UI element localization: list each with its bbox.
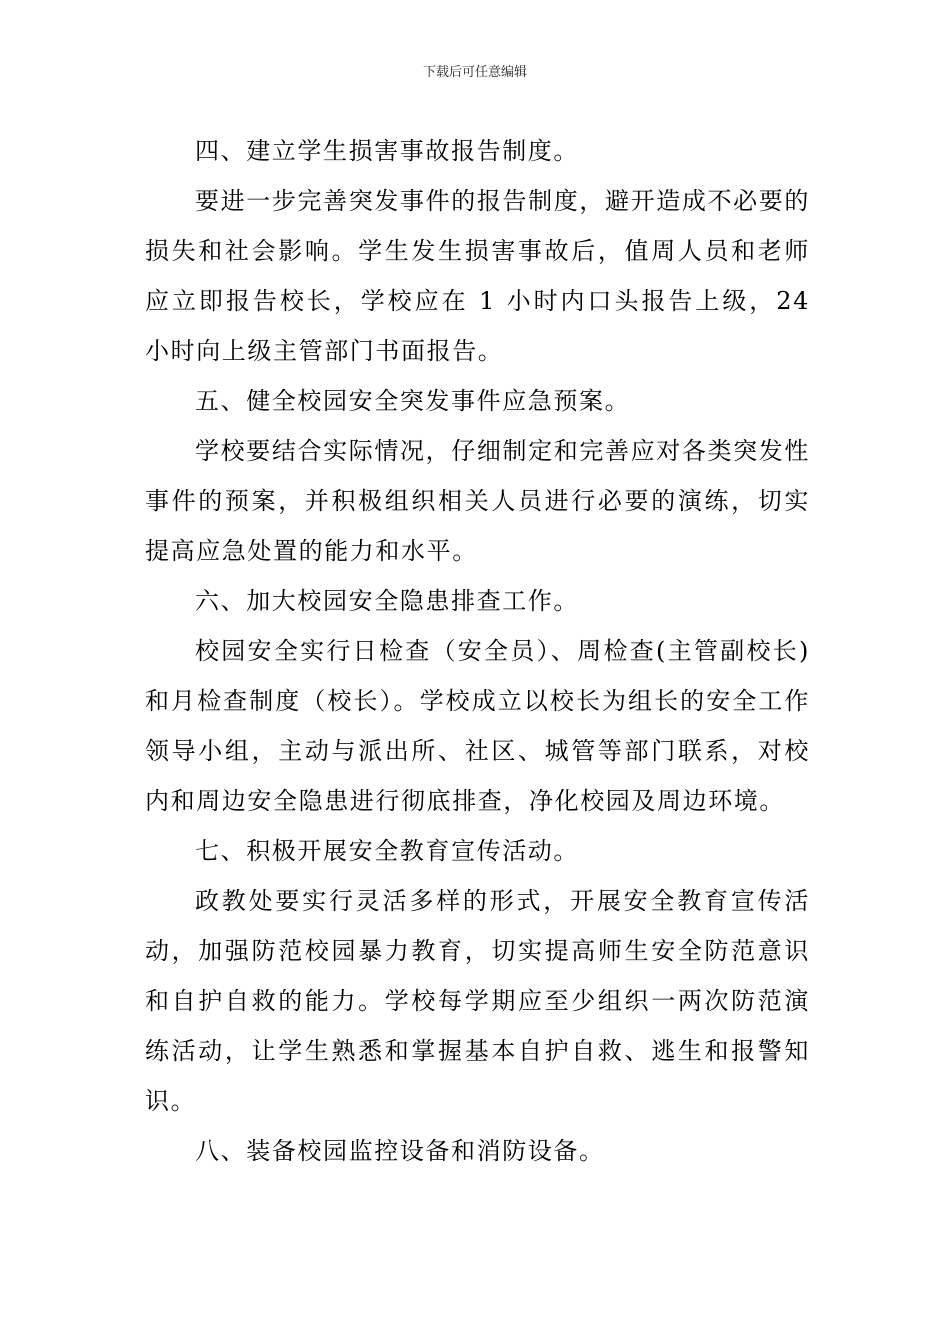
section-paragraph-7: 政教处要实行灵活多样的形式，开展安全教育宣传活动，加强防范校园暴力教育，切实提高师生安全防范意识和自护自救的能力。学校每学期应至少组织一两次防范演练活动，让学生熟悉和掌握基本自护自救、逃生和报警知识。 xyxy=(145,887,810,1115)
section-heading-7: 七、积极开展安全教育宣传活动。 xyxy=(195,837,579,865)
section-heading-4: 四、建立学生损害事故报告制度。 xyxy=(195,137,579,165)
document-body xyxy=(145,126,810,1176)
section-heading-5: 五、健全校园安全突发事件应急预案。 xyxy=(195,387,631,415)
section-paragraph-5: 学校要结合实际情况，仔细制定和完善应对各类突发性事件的预案，并积极组织相关人员进行必要的演练，切实提高应急处置的能力和水平。 xyxy=(145,437,810,565)
section-heading-6: 六、加大校园安全隐患排查工作。 xyxy=(195,587,579,615)
section-paragraph-4: 要进一步完善突发事件的报告制度，避开造成不必要的损失和社会影响。学生发生损害事故后，值周人员和老师应立即报告校长，学校应在 1 小时内口头报告上级，24 小时向上级主管部门书面报告。 xyxy=(145,187,810,365)
section-paragraph-6: 校园安全实行日检查（安全员）、周检查(主管副校长)和月检查制度（校长）。学校成立以校长为组长的安全工作领导小组，主动与派出所、社区、城管等部门联系，对校内和周边安全隐患进行彻底排查，净化校园及周边环境。 xyxy=(145,637,810,815)
page-header: 下载后可任意编辑 xyxy=(422,65,527,80)
section-heading-8: 八、装备校园监控设备和消防设备。 xyxy=(195,1137,605,1165)
